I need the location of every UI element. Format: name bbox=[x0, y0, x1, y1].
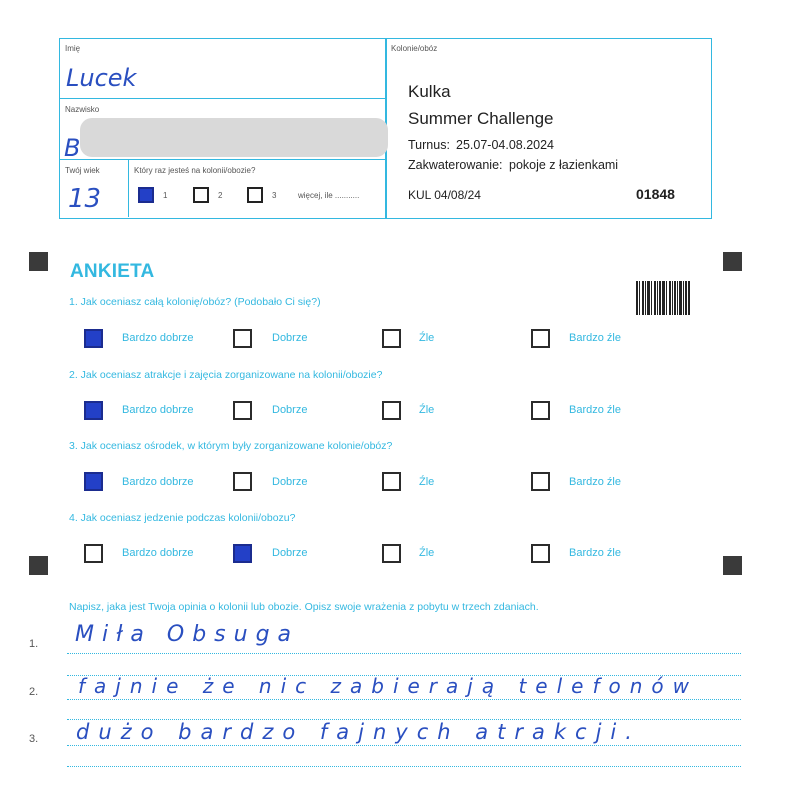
q3-option-bardzo-dobrze-checkbox[interactable] bbox=[84, 472, 103, 491]
age-value: 13 bbox=[68, 184, 102, 214]
opinion-line-number-3: 3. bbox=[29, 733, 39, 745]
q1-option-bardzo-dobrze-label: Bardzo dobrze bbox=[122, 332, 194, 344]
q1-option-zle-checkbox[interactable] bbox=[382, 329, 401, 348]
q4-option-dobrze-checkbox[interactable] bbox=[233, 544, 252, 563]
opinion-prompt: Napisz, jaka jest Twoja opinia o kolonii lub obozie. Opisz swoje wrażenia z pobytu w trzech zdaniach. bbox=[69, 601, 539, 613]
registration-mark-bottom-left bbox=[29, 556, 48, 575]
survey-title: ANKIETA bbox=[70, 261, 155, 282]
q1-option-dobrze-label: Dobrze bbox=[272, 332, 308, 344]
times-option-more: więcej, ile ........... bbox=[298, 191, 360, 200]
opinion-line-number-1: 1. bbox=[29, 638, 39, 650]
times-checkbox-3[interactable] bbox=[247, 187, 263, 203]
turnus-value: 25.07-04.08.2024 bbox=[456, 138, 555, 152]
divider bbox=[128, 159, 129, 217]
opinion-line-2[interactable]: fajnie że nic zabierają telefonów bbox=[78, 674, 699, 698]
dotted-line bbox=[67, 745, 741, 746]
q4-option-bardzo-zle-checkbox[interactable] bbox=[531, 544, 550, 563]
camp-title: Summer Challenge bbox=[408, 109, 554, 128]
opinion-line-1[interactable]: Miła Obsuga bbox=[75, 622, 300, 647]
turnus-label: Turnus: bbox=[408, 138, 450, 152]
divider bbox=[59, 159, 385, 160]
camp-label: Kolonie/obóz bbox=[391, 44, 438, 53]
q3-option-zle-label: Źle bbox=[419, 476, 435, 488]
lodging-label: Zakwaterowanie: bbox=[408, 158, 503, 172]
question-2: 2. Jak oceniasz atrakcje i zajęcia zorganizowane na kolonii/obozie? bbox=[69, 369, 383, 381]
q2-option-zle-label: Źle bbox=[419, 404, 435, 416]
q4-option-zle-checkbox[interactable] bbox=[382, 544, 401, 563]
camp-code: KUL 04/08/24 bbox=[408, 188, 481, 202]
q3-option-bardzo-zle-checkbox[interactable] bbox=[531, 472, 550, 491]
q3-option-bardzo-dobrze-label: Bardzo dobrze bbox=[122, 476, 194, 488]
times-option-3: 3 bbox=[272, 191, 277, 200]
form-number: 01848 bbox=[636, 186, 675, 202]
divider bbox=[59, 98, 385, 99]
q4-option-bardzo-zle-label: Bardzo źle bbox=[569, 547, 621, 559]
camp-name: Kulka bbox=[408, 82, 451, 101]
last-name-label: Nazwisko bbox=[65, 105, 100, 114]
times-checkbox-2[interactable] bbox=[193, 187, 209, 203]
q3-option-bardzo-zle-label: Bardzo źle bbox=[569, 476, 621, 488]
q1-option-bardzo-dobrze-checkbox[interactable] bbox=[84, 329, 103, 348]
q2-option-dobrze-label: Dobrze bbox=[272, 404, 308, 416]
q1-option-dobrze-checkbox[interactable] bbox=[233, 329, 252, 348]
times-option-2: 2 bbox=[218, 191, 223, 200]
registration-mark-top-right bbox=[723, 252, 742, 271]
q2-option-bardzo-dobrze-label: Bardzo dobrze bbox=[122, 404, 194, 416]
dotted-line bbox=[67, 653, 741, 654]
question-3: 3. Jak oceniasz ośrodek, w którym były zorganizowane kolonie/obóz? bbox=[69, 440, 393, 452]
first-name-label: Imię bbox=[65, 44, 81, 53]
times-checkbox-1[interactable] bbox=[138, 187, 154, 203]
q2-option-bardzo-dobrze-checkbox[interactable] bbox=[84, 401, 103, 420]
redaction-bar bbox=[80, 118, 388, 157]
q3-option-dobrze-checkbox[interactable] bbox=[233, 472, 252, 491]
q1-option-zle-label: Źle bbox=[419, 332, 435, 344]
first-name-value: Lucek bbox=[66, 64, 137, 92]
age-label: Twój wiek bbox=[65, 166, 100, 175]
opinion-line-3[interactable]: dużo bardzo fajnych atrakcji. bbox=[76, 720, 641, 744]
q4-option-zle-label: Źle bbox=[419, 547, 435, 559]
q2-option-bardzo-zle-checkbox[interactable] bbox=[531, 401, 550, 420]
dotted-line bbox=[67, 699, 741, 700]
q3-option-dobrze-label: Dobrze bbox=[272, 476, 308, 488]
q1-option-bardzo-zle-checkbox[interactable] bbox=[531, 329, 550, 348]
q2-option-zle-checkbox[interactable] bbox=[382, 401, 401, 420]
times-option-1: 1 bbox=[163, 191, 168, 200]
last-name-value: B bbox=[64, 134, 81, 162]
lodging-value: pokoje z łazienkami bbox=[509, 158, 619, 172]
q2-option-dobrze-checkbox[interactable] bbox=[233, 401, 252, 420]
q3-option-zle-checkbox[interactable] bbox=[382, 472, 401, 491]
registration-mark-top-left bbox=[29, 252, 48, 271]
q4-option-bardzo-dobrze-label: Bardzo dobrze bbox=[122, 547, 194, 559]
q1-option-bardzo-zle-label: Bardzo źle bbox=[569, 332, 621, 344]
dotted-line bbox=[67, 766, 741, 767]
barcode-icon bbox=[636, 281, 690, 315]
q2-option-bardzo-zle-label: Bardzo źle bbox=[569, 404, 621, 416]
registration-mark-bottom-right bbox=[723, 556, 742, 575]
question-4: 4. Jak oceniasz jedzenie podczas kolonii/obozu? bbox=[69, 512, 296, 524]
question-1: 1. Jak oceniasz całą kolonię/obóz? (Podobało Ci się?) bbox=[69, 296, 321, 308]
times-label: Który raz jesteś na kolonii/obozie? bbox=[134, 166, 256, 175]
q4-option-dobrze-label: Dobrze bbox=[272, 547, 308, 559]
q4-option-bardzo-dobrze-checkbox[interactable] bbox=[84, 544, 103, 563]
opinion-line-number-2: 2. bbox=[29, 686, 39, 698]
